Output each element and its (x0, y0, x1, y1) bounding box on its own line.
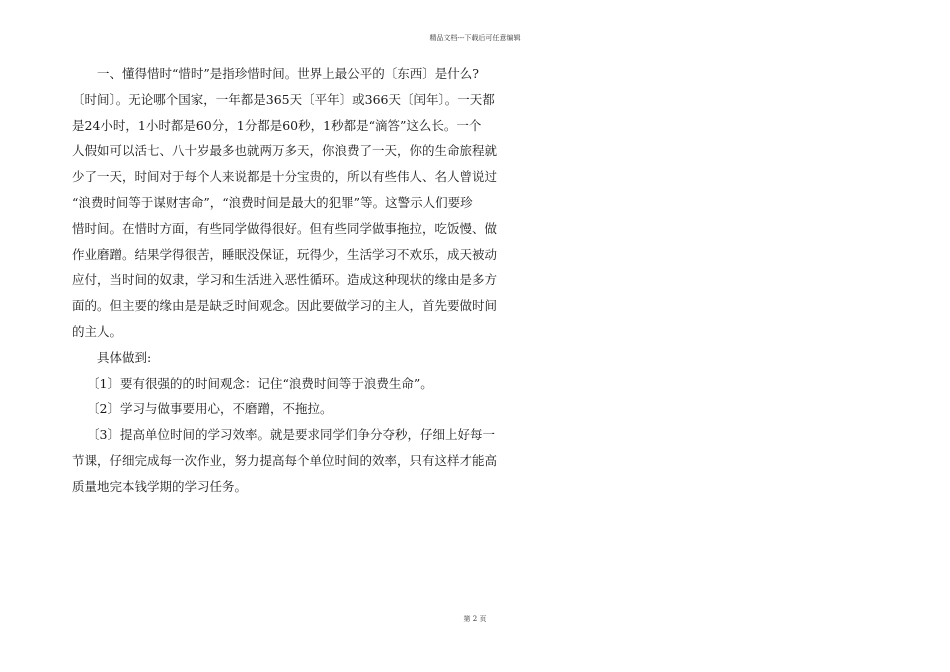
text-line: 惜时间。在惜时方面，有些同学做得很好。但有些同学做事拖拉，吃饭慢、做 (72, 220, 498, 236)
page-header: 精品文档---下载后可任意编辑 (429, 34, 521, 42)
paragraph-intro (72, 345, 472, 371)
text-line: 是24小时，1小时都是60分，1分都是60秒，1秒都是“滴答”这么长。一个 (72, 117, 482, 133)
text-line: 具体做到: (97, 349, 152, 365)
text-line: “浪费时间等于谋财害命”，“浪费时间是最大的犯罪”等。这警示人们要珍 (72, 194, 473, 210)
text-line: 〔3〕提高单位时间的学习效率。就是要求同学们争分夺秒，仔细上好每一 (87, 427, 495, 443)
text-line: 人假如可以活七、八十岁最多也就两万多天，你浪费了一天，你的生命旅程就 (72, 143, 498, 159)
text-line: 少了一天，时间对于每个人来说都是十分宝贵的，所以有些伟人、名人曾说过 (72, 169, 498, 185)
text-line: 作业磨蹭。结果学得很苦，睡眠没保证，玩得少，生活学习不欢乐，成天被动 (72, 246, 498, 262)
text-line: 一、懂得惜时“惜时”是指珍惜时间。世界上最公平的〔东西〕是什么? (97, 66, 479, 81)
text-line: 应付，当时间的奴隶，学习和生活进入恶性循环。造成这种现状的缘由是多方 (72, 272, 498, 288)
list-item-3 (72, 422, 498, 499)
list-item-1 (72, 371, 472, 397)
text-line: 质量地完本钱学期的学习任务。 (72, 478, 248, 494)
text-line: 〔时间〕。无论哪个国家，一年都是365天〔平年〕或366天〔闰年〕。一天都 (72, 91, 495, 107)
list-item-2 (72, 396, 472, 422)
text-line: 节课，仔细完成每一次作业，努力提高每个单位时间的效率，只有这样才能高 (72, 452, 498, 468)
document-body (72, 61, 498, 500)
page-number: 第 2 页 (463, 615, 487, 623)
text-line: 〔2〕学习与做事要用心，不磨蹭，不拖拉。 (87, 401, 333, 417)
paragraph-time-cherishing (72, 61, 498, 345)
text-line: 面的。但主要的缘由是是缺乏时间观念。因此要做学习的主人，首先要做时间 (72, 298, 498, 314)
text-line: 〔1〕要有很强的的时间观念：记住“浪费时间等于浪费生命”。 (87, 375, 433, 391)
text-line: 的主人。 (72, 323, 123, 339)
